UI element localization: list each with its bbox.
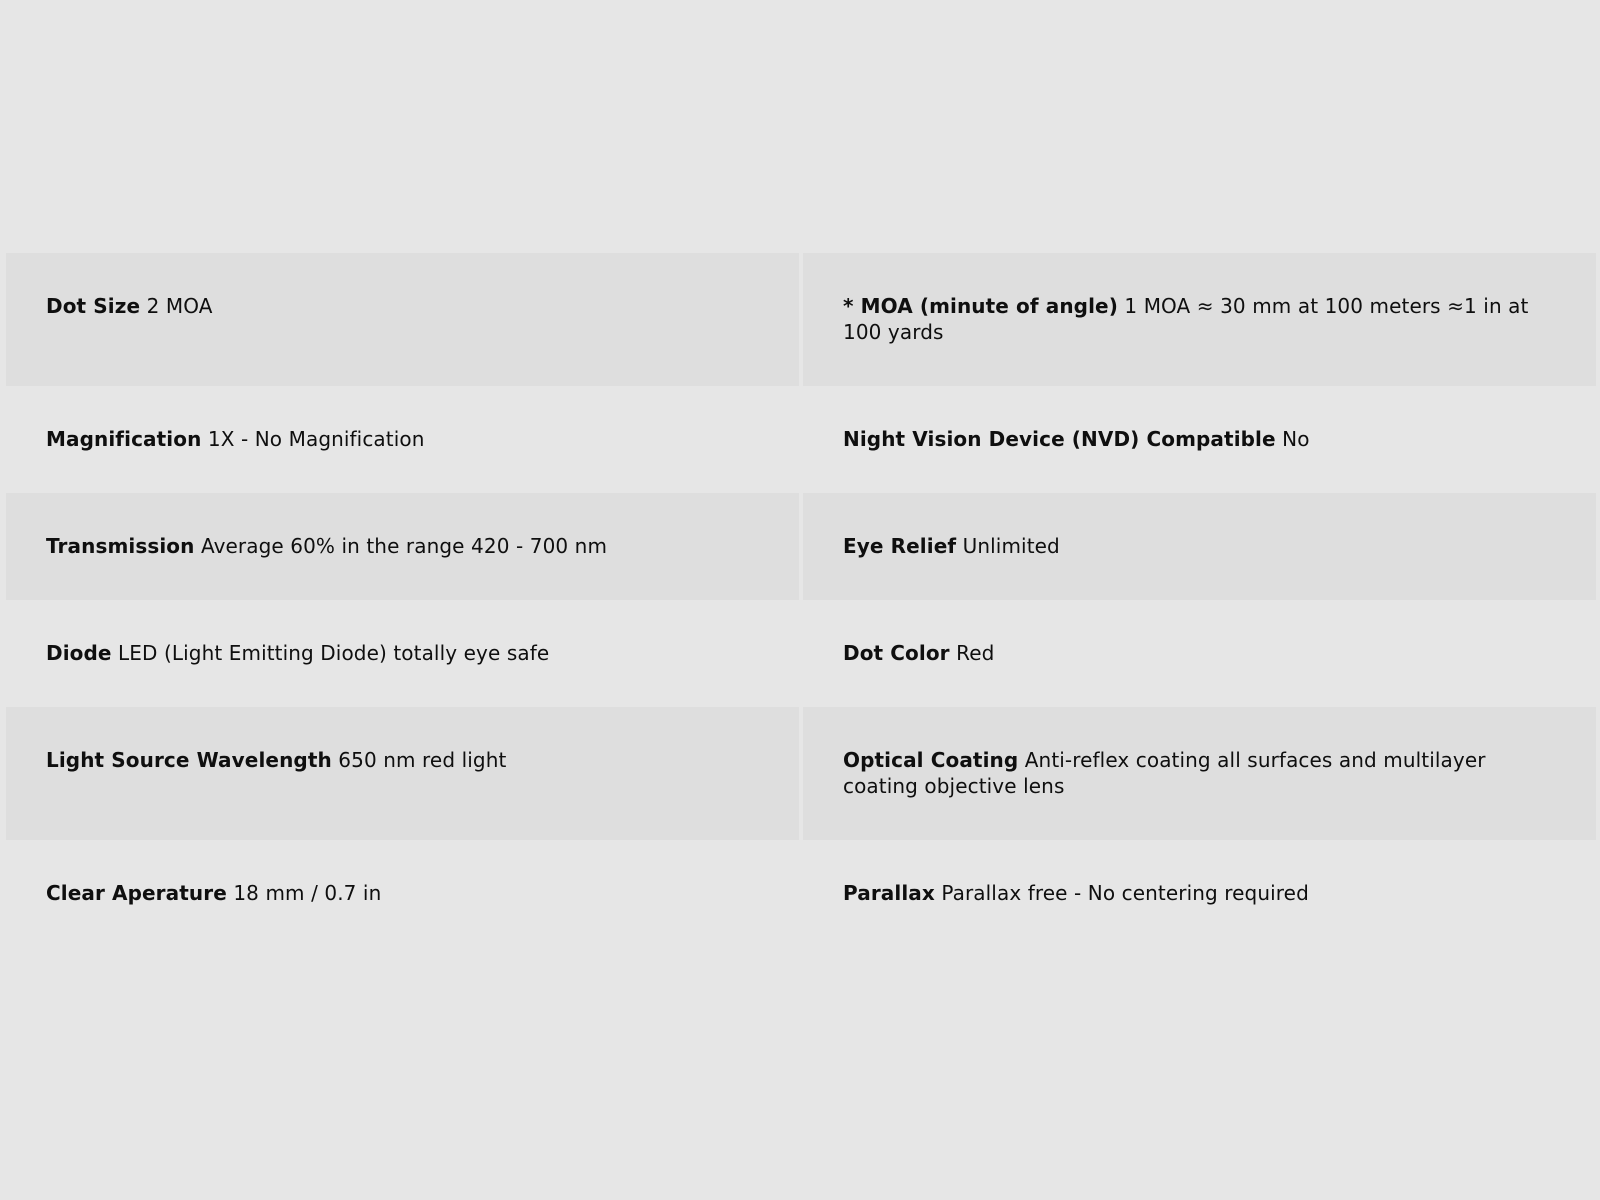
spec-label: Diode xyxy=(46,641,112,665)
spec-cell-optical-coating xyxy=(803,707,1596,840)
spec-label: Night Vision Device (NVD) Compatible xyxy=(843,427,1276,451)
spec-table xyxy=(6,253,1596,947)
spec-cell-diode xyxy=(6,600,799,707)
spec-cell-dot-color xyxy=(803,600,1596,707)
spec-label: Eye Relief xyxy=(843,534,957,558)
spec-label: Dot Size xyxy=(46,294,141,318)
spec-cell-light-source-wavelength xyxy=(6,707,799,840)
spec-cell-nvd-compatible xyxy=(803,386,1596,493)
spec-cell-magnification xyxy=(6,386,799,493)
spec-value: Average 60% in the range 420 - 700 nm xyxy=(200,534,608,558)
spec-value: No xyxy=(1282,427,1310,451)
spec-value: LED (Light Emitting Diode) totally eye safe xyxy=(118,641,550,665)
spec-value: 18 mm / 0.7 in xyxy=(233,881,382,905)
spec-label: Transmission xyxy=(46,534,195,558)
spec-label: Dot Color xyxy=(843,641,950,665)
spec-value: 2 MOA xyxy=(146,294,213,318)
spec-label: Optical Coating xyxy=(843,748,1019,772)
spec-label: Clear Aperature xyxy=(46,881,227,905)
spec-value: Anti-reflex coating all surfaces and multilayer coating objective lens xyxy=(843,748,1486,798)
spec-label: Parallax xyxy=(843,881,935,905)
spec-cell-dot-size xyxy=(6,253,799,386)
spec-label: Magnification xyxy=(46,427,202,451)
spec-value: Unlimited xyxy=(962,534,1060,558)
spec-value: Red xyxy=(956,641,995,665)
spec-cell-moa xyxy=(803,253,1596,386)
spec-value: 650 nm red light xyxy=(338,748,507,772)
spec-label: * MOA (minute of angle) xyxy=(843,294,1118,318)
spec-label: Light Source Wavelength xyxy=(46,748,332,772)
spec-value: 1X - No Magnification xyxy=(207,427,425,451)
spec-value: Parallax free - No centering required xyxy=(941,881,1309,905)
spec-cell-transmission xyxy=(6,493,799,600)
spec-cell-parallax xyxy=(803,840,1596,947)
spec-value: 1 MOA ≈ 30 mm at 100 meters ≈1 in at 100 yards xyxy=(843,294,1529,344)
spec-cell-clear-aperature xyxy=(6,840,799,947)
spec-cell-eye-relief xyxy=(803,493,1596,600)
